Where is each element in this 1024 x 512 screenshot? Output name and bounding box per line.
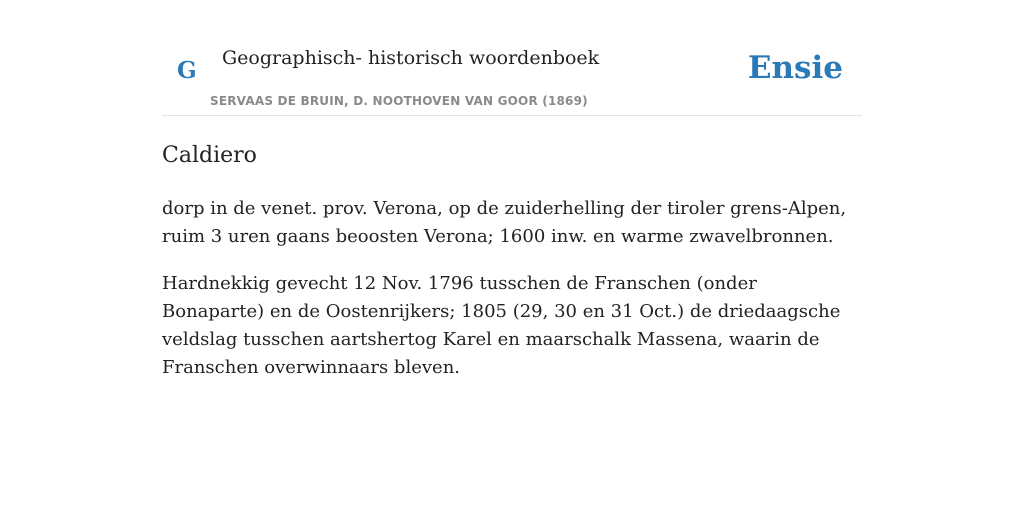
- entry-paragraph: dorp in de venet. prov. Verona, op de zuiderhelling der tiroler grens-Alpen, ruim 3 uren gaans beoosten Verona; 1600 inw. en warme zwavelbronnen.: [162, 198, 847, 247]
- main-content: [162, 40, 862, 382]
- book-letter[interactable]: G: [177, 57, 197, 84]
- entry-paragraph: Hardnekkig gevecht 12 Nov. 1796 tusschen de Franschen (onder Bonaparte) en de Oostenrijkers; 1805 (29, 30 en 31 Oct.) de driedaagsche veldslag tusschen aartshertog Karel en maarschalk Massena, waarin de Franschen overwinnaars bleven.: [162, 273, 841, 378]
- book-title[interactable]: Geographisch- historisch woordenboek: [222, 47, 600, 69]
- book-authors: SERVAAS DE BRUIN, D. NOOTHOVEN VAN GOOR (1869): [210, 94, 588, 108]
- ensie-logo-link[interactable]: Ensie: [747, 50, 843, 86]
- entry-title: Caldiero: [162, 143, 257, 168]
- book-header: [162, 40, 862, 116]
